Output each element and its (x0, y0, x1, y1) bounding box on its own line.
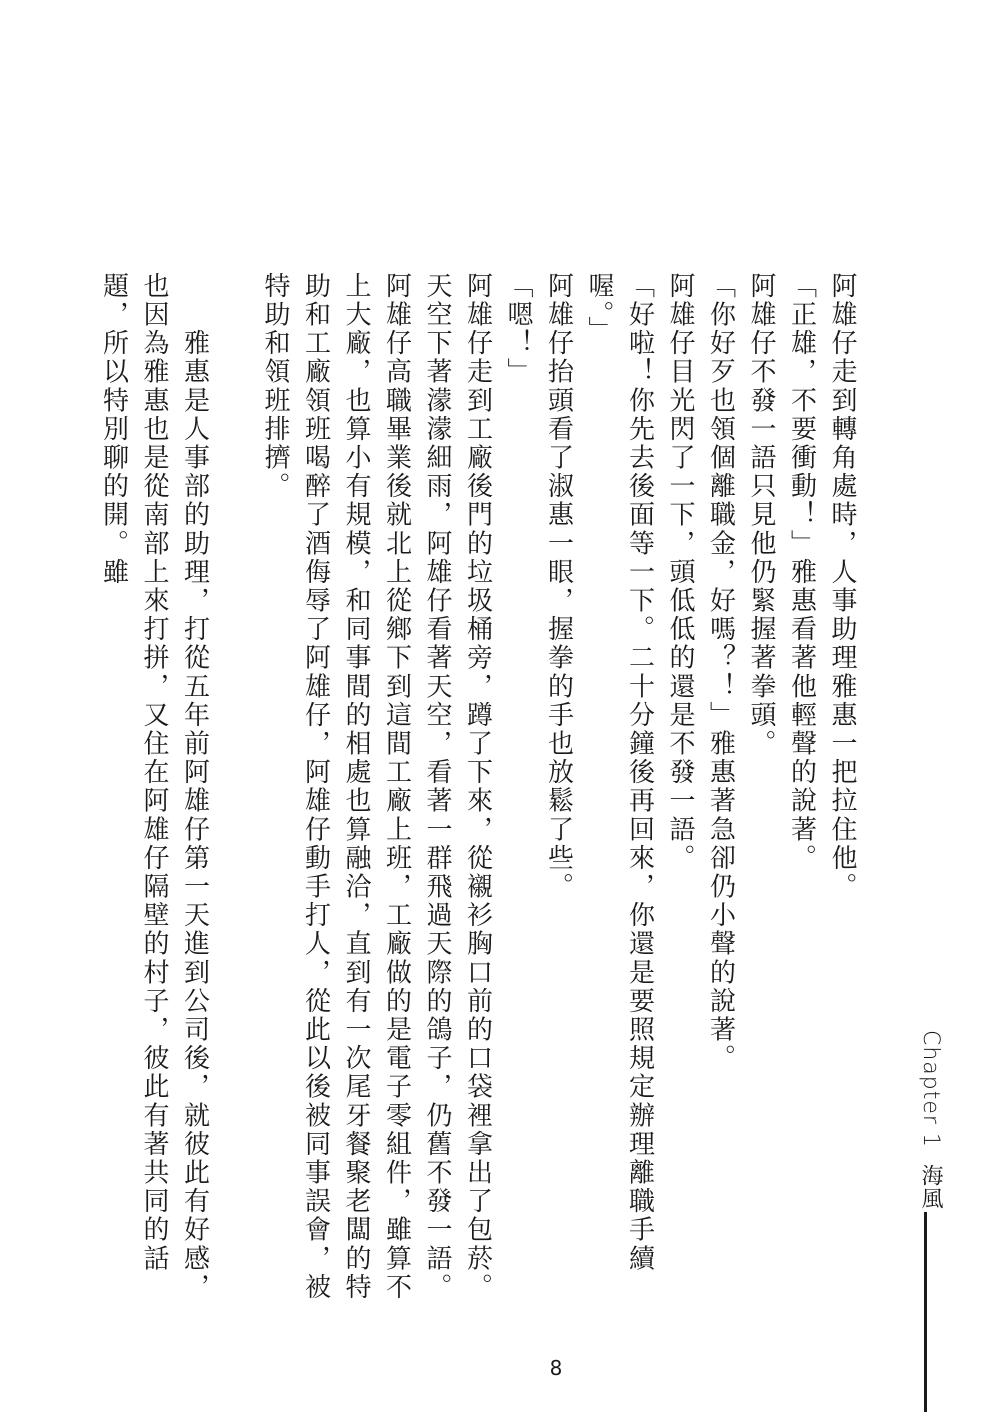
paragraph: 阿雄仔高職畢業後就北上從鄉下到這間工廠上班，工廠做的是電子零組件，雖算不上大廠，也算小有規模，和同事間的相處也算融洽，直到有一次尾牙餐聚老闆的特助和工廠領班喝醉了酒侮辱了阿雄仔，阿雄仔動手打人，從此以後被同事誤會，被特助和領班排擠。 (260, 272, 412, 1302)
paragraph: 阿雄仔抬頭看了淑惠一眼，握拳的手也放鬆了些。 (543, 272, 574, 902)
chapter-label: Chapter 1 (918, 1030, 943, 1148)
page-number: 8 (549, 1356, 563, 1380)
paragraph: 阿雄仔目光閃了一下，頭低低的還是不發一語。 (665, 272, 695, 873)
paragraph: 「嗯！」 (503, 272, 533, 387)
paragraph: 阿雄仔走到轉角處時，人事助理雅惠一把拉住他。 (827, 272, 857, 902)
running-head-rule (924, 1212, 927, 1412)
paragraph: 阿雄仔不發一語只見他仍緊握著拳頭。 (746, 272, 776, 759)
running-head-spacer (930, 1148, 931, 1164)
paragraph: 「你好歹也領個離職金，好嗎？！」雅惠著急卻仍小聲的說著。 (705, 272, 736, 1073)
paragraph: 雅惠是人事部的助理，打從五年前阿雄仔第一天進到公司後，就彼此有好感，也因為雅惠也是從南部上來打拼，又住在阿雄仔隔壁的村子，彼此有著共同的話題，所以特別聊的開。雖 (98, 272, 210, 1302)
paragraph: 阿雄仔走到工廠後門的垃圾桶旁，蹲了下來，從襯衫胸口前的口袋裡拿出了包菸。天空下著濛濛細雨，阿雄仔看著天空，看著一群飛過天際的鴿子，仍舊不發一語。 (422, 272, 493, 1302)
paragraph: 「正雄，不要衝動！」雅惠看著他輕聲的說著。 (786, 272, 817, 873)
paragraph: 「好啦！你先去後面等一下。二十分鐘後再回來，你還是要照規定辦理離職手續喔。」 (584, 272, 655, 1273)
chapter-title: 海風 (918, 1163, 943, 1210)
body-text (98, 272, 862, 1312)
running-head (906, 1030, 946, 1210)
